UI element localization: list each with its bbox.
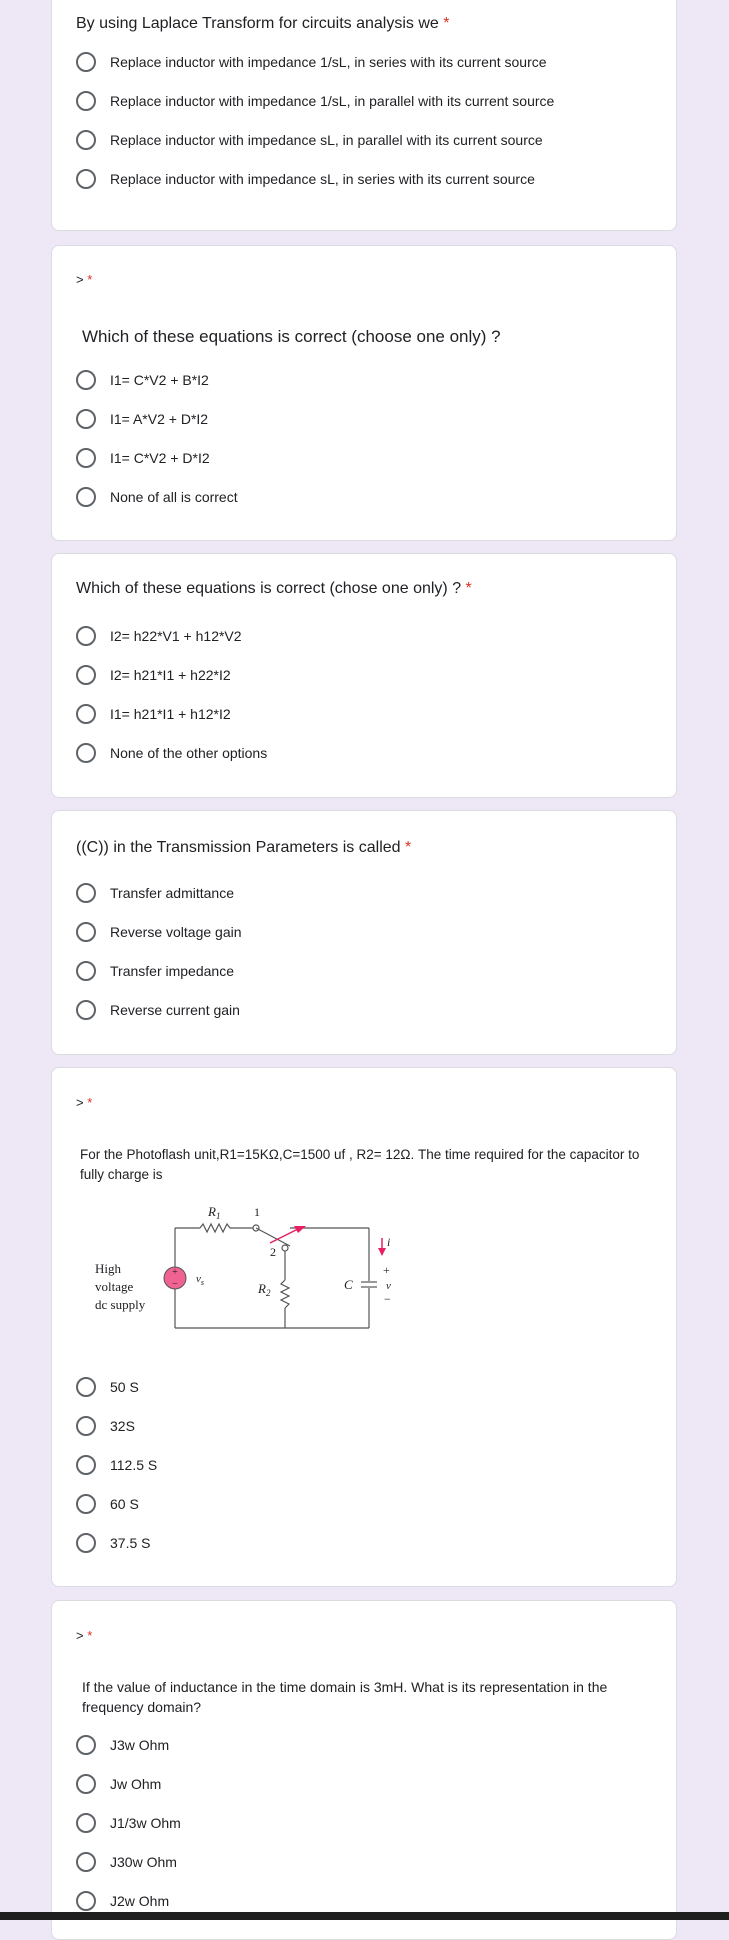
radio-button[interactable] <box>76 1000 96 1020</box>
question-card-6 <box>51 1600 677 1940</box>
required-mark: * <box>443 15 450 32</box>
radio-button[interactable] <box>76 1494 96 1514</box>
radio-button[interactable] <box>76 91 96 111</box>
question-text: For the Photoflash unit,R1=15KΩ,C=1500 uf , R2= 12Ω. The time required for the capacitor to fully charge is <box>80 1147 640 1182</box>
supply-label-line2: voltage <box>95 1279 134 1294</box>
radio-button[interactable] <box>76 665 96 685</box>
node-2-terminal <box>282 1245 288 1251</box>
radio-option[interactable]: J1/3w Ohm <box>76 1811 181 1835</box>
radio-button[interactable] <box>76 1813 96 1833</box>
node-2-label: 2 <box>270 1245 276 1259</box>
vs-label: $v_s$ <box>196 1273 205 1287</box>
radio-button[interactable] <box>76 1891 96 1911</box>
switch-blade <box>256 1228 290 1246</box>
current-arrow-head <box>378 1248 386 1256</box>
r1-label: $R_1$ <box>208 1204 221 1221</box>
question-card-1 <box>51 0 677 231</box>
radio-option[interactable]: Replace inductor with impedance sL, in parallel with its current source <box>76 128 543 152</box>
radio-button[interactable] <box>76 1416 96 1436</box>
photoflash-circuit-diagram <box>80 1198 420 1348</box>
radio-option[interactable]: Replace inductor with impedance sL, in series with its current source <box>76 167 535 191</box>
cap-minus-label: − <box>384 1292 391 1306</box>
radio-button[interactable] <box>76 448 96 468</box>
radio-button[interactable] <box>76 1533 96 1553</box>
required-mark: * <box>87 272 93 287</box>
radio-button[interactable] <box>76 704 96 724</box>
resistor-r2 <box>281 1280 289 1308</box>
supply-label-line3: dc supply <box>95 1297 146 1312</box>
radio-button[interactable] <box>76 1774 96 1794</box>
current-label: i <box>387 1235 391 1249</box>
radio-option[interactable]: Jw Ohm <box>76 1772 161 1796</box>
radio-option[interactable]: J30w Ohm <box>76 1850 177 1874</box>
radio-option[interactable]: 32S <box>76 1414 135 1438</box>
radio-button[interactable] <box>76 883 96 903</box>
question-card-5 <box>51 1067 677 1587</box>
question-title: > * <box>76 1628 93 1643</box>
question-card-4 <box>51 810 677 1055</box>
radio-option[interactable]: 50 S <box>76 1375 139 1399</box>
radio-button[interactable] <box>76 169 96 189</box>
question-title: Which of these equations is correct (chose one only) ? * <box>76 580 472 597</box>
radio-option[interactable]: Replace inductor with impedance 1/sL, in series with its current source <box>76 50 547 74</box>
cap-voltage-label: v <box>386 1280 391 1292</box>
radio-button[interactable] <box>76 370 96 390</box>
r2-label: $R_2$ <box>258 1281 271 1298</box>
supply-label-line1: High <box>95 1261 121 1276</box>
radio-button[interactable] <box>76 130 96 150</box>
radio-option[interactable]: I1= C*V2 + D*I2 <box>76 446 210 470</box>
radio-option[interactable]: None of the other options <box>76 741 267 765</box>
cap-plus-label: + <box>383 1263 390 1277</box>
required-mark: * <box>87 1095 93 1110</box>
node-1-label: 1 <box>254 1205 260 1219</box>
radio-option[interactable]: None of all is correct <box>76 485 238 509</box>
radio-button[interactable] <box>76 961 96 981</box>
source-minus-label: − <box>172 1279 178 1290</box>
radio-button[interactable] <box>76 52 96 72</box>
source-plus-label: + <box>172 1267 178 1278</box>
radio-button[interactable] <box>76 922 96 942</box>
radio-option[interactable]: Replace inductor with impedance 1/sL, in parallel with its current source <box>76 89 554 113</box>
radio-button[interactable] <box>76 1735 96 1755</box>
radio-button[interactable] <box>76 1852 96 1872</box>
question-card-3 <box>51 553 677 798</box>
radio-option[interactable]: J3w Ohm <box>76 1733 169 1757</box>
radio-button[interactable] <box>76 1377 96 1397</box>
required-mark: * <box>87 1628 93 1643</box>
radio-option[interactable]: J2w Ohm <box>76 1889 169 1913</box>
radio-option[interactable]: Reverse voltage gain <box>76 920 242 944</box>
question-title: By using Laplace Transform for circuits analysis we * <box>76 15 450 32</box>
question-text: If the value of inductance in the time domain is 3mH. What is its representation in the frequency domain? <box>82 1679 608 1715</box>
switch-arrow-line <box>270 1229 298 1243</box>
radio-option[interactable]: Transfer admittance <box>76 881 234 905</box>
radio-button[interactable] <box>76 1455 96 1475</box>
question-title: > * <box>76 272 93 287</box>
radio-option[interactable]: I2= h21*I1 + h22*I2 <box>76 663 231 687</box>
radio-option[interactable]: I1= h21*I1 + h12*I2 <box>76 702 231 726</box>
radio-option[interactable]: 37.5 S <box>76 1531 150 1555</box>
radio-option[interactable]: I1= C*V2 + B*I2 <box>76 368 209 392</box>
question-title: > * <box>76 1095 93 1110</box>
radio-option[interactable]: 60 S <box>76 1492 139 1516</box>
radio-button[interactable] <box>76 743 96 763</box>
system-navigation-bar <box>0 1912 729 1920</box>
capacitor-label: C <box>344 1277 353 1292</box>
radio-button[interactable] <box>76 626 96 646</box>
radio-option[interactable]: I2= h22*V1 + h12*V2 <box>76 624 242 648</box>
radio-option[interactable]: I1= A*V2 + D*I2 <box>76 407 208 431</box>
resistor-r1 <box>200 1224 230 1232</box>
question-card-2 <box>51 245 677 541</box>
question-title: ((C)) in the Transmission Parameters is called * <box>76 839 412 856</box>
radio-option[interactable]: Transfer impedance <box>76 959 234 983</box>
question-text: Which of these equations is correct (choose one only) ? <box>82 327 501 346</box>
radio-option[interactable]: 112.5 S <box>76 1453 157 1477</box>
radio-button[interactable] <box>76 409 96 429</box>
required-mark: * <box>465 580 472 597</box>
required-mark: * <box>405 839 412 856</box>
radio-button[interactable] <box>76 487 96 507</box>
radio-option[interactable]: Reverse current gain <box>76 998 240 1022</box>
